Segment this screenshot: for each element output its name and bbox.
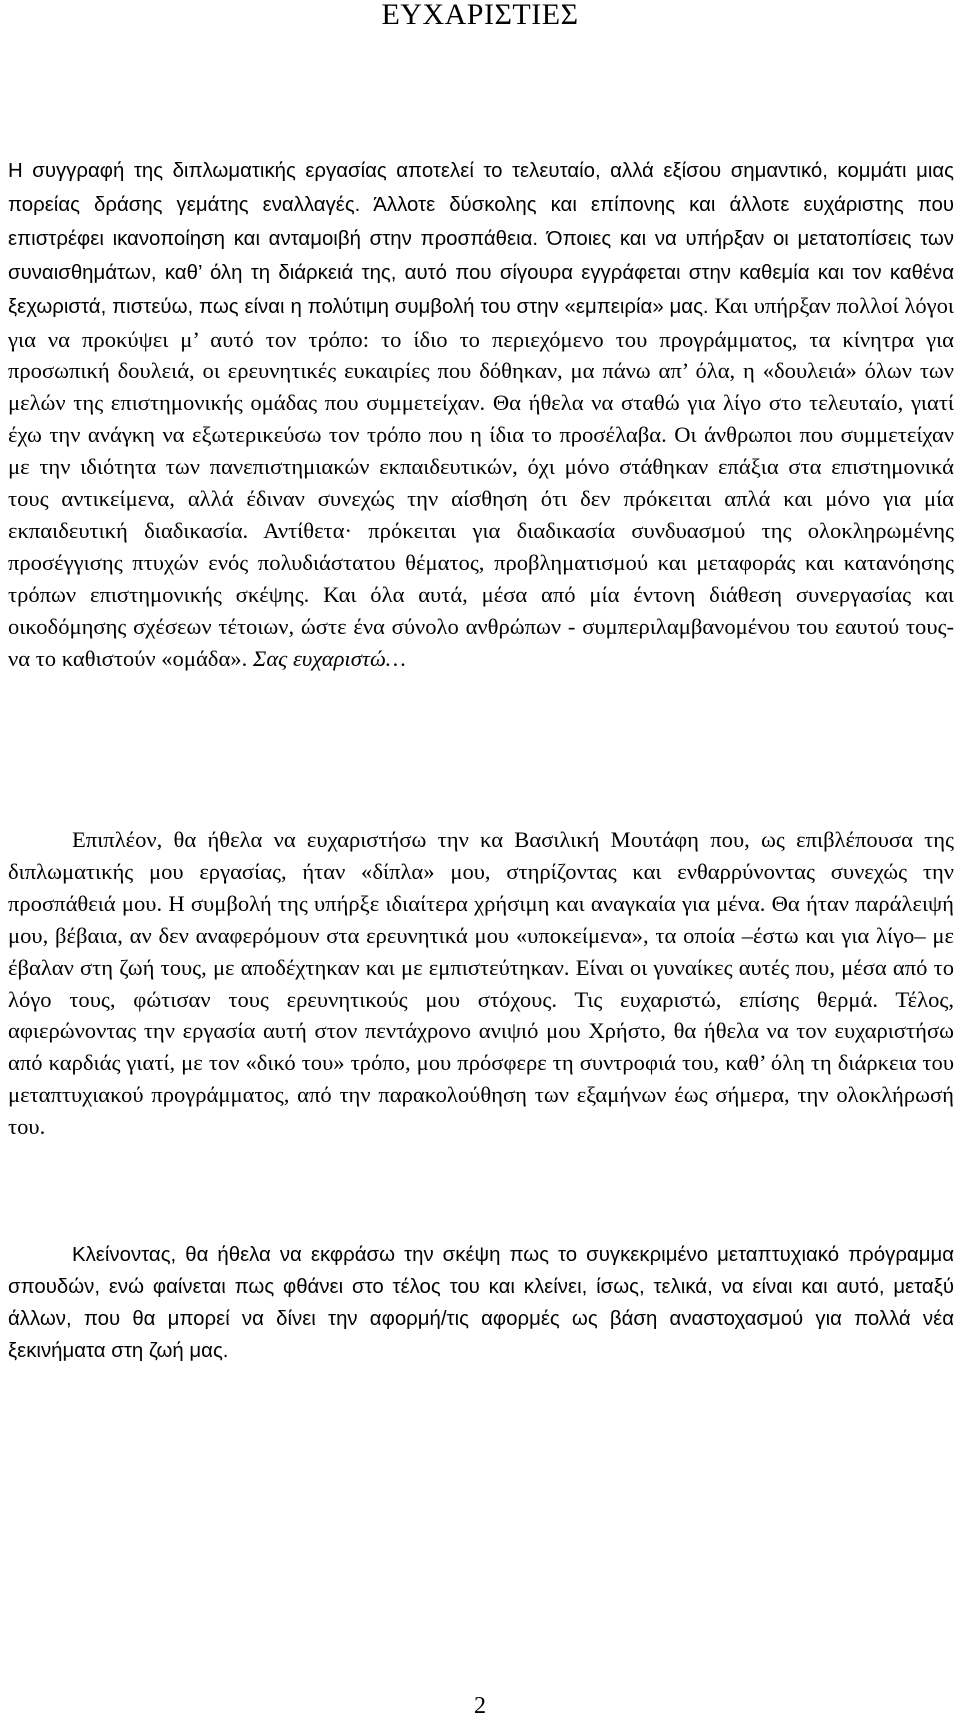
paragraph-supervisor-text: Επιπλέον, θα ήθελα να ευχαριστήσω την κα Βασιλική Μουτάφη που, ως επιβλέπουσα της διπλωματικής μου εργασίας, ήταν «δίπλα» μου, στηρίζοντας και ενθαρρύνοντας συνεχώς την προσπάθειά μου. Η συμβολή της υπήρξε ιδιαίτερα χρήσιμη και αναγκαία για μένα. Θα ήταν παράλειψή μου, βέβαια, αν δεν αναφερόμουν στα ερευνητικά μου «υποκείμενα», τα οποία –έστω και για λίγο– με έβαλαν στη ζωή τους, με αποδέχτηκαν και με εμπιστεύτηκαν. Είναι οι γυναίκες αυτές που, μέσα από το λόγο τους, φώτισαν τους ερευνητικούς μου στόχους. Τις ευχαριστώ, επίσης θερμά. Τέλος, αφιερώνοντας την εργασία αυτή στον πεντάχρονο ανιψιό μου Χρήστο, θα ήθελα να τον ευχαριστήσω από καρδιάς γιατί, με τον «δικό του» τρόπο, μου πρόσφερε τη συντροφιά του, καθ’ όλη τη διάρκεια του μεταπτυχιακού προγράμματος, από την παρακολούθηση των εξαμήνων έως σήμερα, την ολοκλήρωσή του.: [8, 827, 954, 1140]
paragraph-intro-part1: Η συγγραφή της διπλωματικής εργασίας αποτελεί το τελευταίο, αλλά εξίσου σημαντικό, κομμάτι μιας πορείας δράσης γεμάτης εναλλαγές. Άλλοτε δύσκολης και επίπονης και άλλοτε ευχάριστης που επιστρέφει ικανοποίηση και ανταμοιβή στην προσπάθεια.: [8, 160, 954, 250]
paragraph-intro: [8, 154, 954, 675]
page-title: ΕΥΧΑΡΙΣΤΙΕΣ: [381, 0, 579, 31]
paragraph-intro-part3: Και υπήρξαν πολλοί λόγοι για να προκύψει μ’ αυτό τον τρόπο: το ίδιο το περιεχόμενο του προγράμματος, τα κίνητρα για προσωπική δουλειά, οι ερευνητικές ευκαιρίες που δόθηκαν, μα πάνω απ’ όλα, η «δουλειά» όλων των μελών της επιστημονικής ομάδας που συμμετείχαν. Θα ήθελα να σταθώ για λίγο στο τελευταίο, γιατί έχω την ανάγκη να εξωτερικεύσω τον τρόπο που η ίδια το προσέλαβα. Οι άνθρωποι που συμμετείχαν με την ιδιότητα των πανεπιστημιακών εκπαιδευτικών, όχι μόνο στάθηκαν επάξια στα επιστημονικά τους αντικείμενα, αλλά έδιναν συνεχώς την αίσθηση ότι δεν πρόκειται απλά και μόνο για μία εκπαιδευτική διαδικασία. Αντίθετα· πρόκειται για διαδικασία συνδυασμού της ολοκληρωμένης προσέγγισης πτυχών ενός πολυδιάστατου θέματος, προβληματισμού και μεταφοράς και κατανόησης τρόπων επιστημονικής σκέψης. Και όλα αυτά, μέσα από μία έντονη διάθεση συνεργασίας και οικοδόμησης σχέσεων τέτοιων, ώστε ένα σύνολο ανθρώπων - συμπεριλαμβανομένου του εαυτού τους- να το καθιστούν «ομάδα».: [8, 292, 954, 671]
paragraph-intro-part2: Όποιες και να υπήρξαν οι μετατοπίσεις των συναισθημάτων, καθ’ όλη τη διάρκειά της, αυτό που σίγουρα εγγράφεται στην καθεμία και τον καθένα ξεχωριστά, πιστεύω, πως είναι η πολύτιμη συμβολή του στην «εμπειρία» μας.: [8, 227, 954, 318]
paragraph-supervisor: [8, 824, 954, 1143]
paragraph-closing: [8, 1240, 954, 1368]
paragraph-closing-text: Κλείνοντας, θα ήθελα να εκφράσω την σκέψη πως το συγκεκριμένο μεταπτυχιακό πρόγραμμα σπουδών, ενώ φαίνεται πως φθάνει στο τέλος του και κλείνει, ίσως, τελικά, να είναι και αυτό, μεταξύ άλλων, που θα μπορεί να δίνει την αφορμή/τις αφορμές ως βάση αναστοχασμού για πολλά νέα ξεκινήματα στη ζωή μας.: [8, 1244, 954, 1362]
page-number: 2: [474, 1693, 486, 1719]
paragraph-intro-closing: Σας ευχαριστώ…: [252, 645, 406, 671]
